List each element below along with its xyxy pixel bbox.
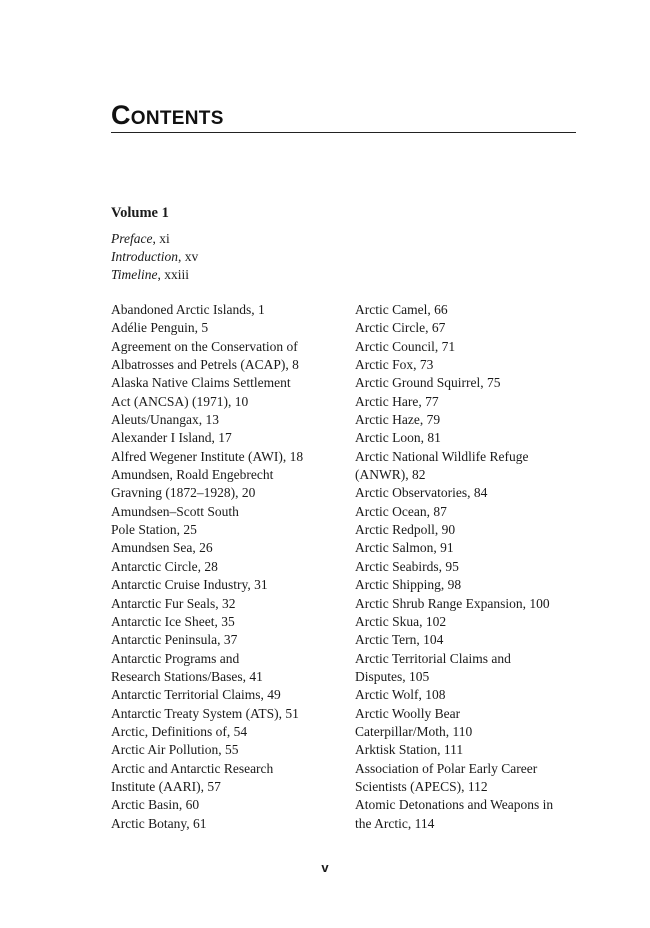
contents-column-left xyxy=(111,301,346,833)
entry-text: Arctic Redpoll, 90 xyxy=(355,522,456,538)
contents-entry xyxy=(111,411,346,429)
entry-text: Antarctic Peninsula, 37 xyxy=(111,632,238,648)
entry-text: Arktisk Station, 111 xyxy=(355,742,464,758)
entry-text: Antarctic Programs and xyxy=(111,650,240,666)
front-matter-item xyxy=(111,248,198,266)
entry-text: Arctic, Definitions of, 54 xyxy=(111,723,248,739)
entry-text: Alfred Wegener Institute (AWI), 18 xyxy=(111,448,304,464)
entry-text: Adélie Penguin, 5 xyxy=(111,320,209,336)
entry-text: Arctic and Antarctic Research xyxy=(111,760,274,776)
entry-text-continued: Pole Station, 25 xyxy=(111,522,197,538)
entry-text: Abandoned Arctic Islands, 1 xyxy=(111,302,265,317)
entry-text: Amundsen–Scott South xyxy=(111,503,239,519)
contents-entry xyxy=(111,338,346,375)
contents-entry xyxy=(355,576,580,594)
entry-text-continued: Research Stations/Bases, 41 xyxy=(111,668,263,684)
entry-text: Amundsen Sea, 26 xyxy=(111,540,213,556)
entry-text: Agreement on the Conservation of xyxy=(111,338,298,354)
title-rule xyxy=(111,132,576,133)
entry-text: Arctic Circle, 67 xyxy=(355,320,446,336)
front-matter-page: , xxiii xyxy=(157,267,190,283)
contents-entry xyxy=(111,815,346,833)
contents-entry xyxy=(355,521,580,539)
contents-entry xyxy=(355,319,580,337)
entry-text-continued: Albatrosses and Petrels (ACAP), 8 xyxy=(111,357,299,373)
front-matter-label: Preface xyxy=(111,231,153,246)
entry-text-continued: Institute (AARI), 57 xyxy=(111,778,221,794)
contents-entry xyxy=(355,686,580,704)
entry-text: Alexander I Island, 17 xyxy=(111,430,232,446)
entry-text-continued: Disputes, 105 xyxy=(355,668,430,684)
contents-entry xyxy=(111,374,346,411)
entry-text: Arctic Shrub Range Expansion, 100 xyxy=(355,595,550,611)
contents-entry xyxy=(111,595,346,613)
contents-entry xyxy=(355,539,580,557)
front-matter-page: , xv xyxy=(178,249,199,265)
contents-entry xyxy=(355,393,580,411)
contents-entry xyxy=(355,558,580,576)
front-matter-label: Timeline xyxy=(111,267,158,283)
entry-text: Antarctic Circle, 28 xyxy=(111,558,218,574)
entry-text-continued: Scientists (APECS), 112 xyxy=(355,778,488,794)
entry-text: Arctic Ocean, 87 xyxy=(355,503,447,519)
page-number: v xyxy=(321,860,329,875)
entry-text: Antarctic Cruise Industry, 31 xyxy=(111,577,268,593)
contents-entry xyxy=(111,558,346,576)
entry-text: Arctic National Wildlife Refuge xyxy=(355,448,529,464)
contents-entry xyxy=(111,319,346,337)
contents-entry xyxy=(111,705,346,723)
front-matter-item xyxy=(111,266,198,284)
contents-entry xyxy=(111,613,346,631)
contents-entry xyxy=(355,595,580,613)
entry-text-continued: Act (ANCSA) (1971), 10 xyxy=(111,393,249,409)
front-matter-item xyxy=(111,230,198,248)
contents-entry xyxy=(355,760,580,797)
contents-entry xyxy=(355,650,580,687)
entry-text: Antarctic Ice Sheet, 35 xyxy=(111,613,235,629)
entry-text: Antarctic Territorial Claims, 49 xyxy=(111,687,281,703)
entry-text: Arctic Fox, 73 xyxy=(355,357,434,373)
contents-entry xyxy=(111,723,346,741)
entry-text-continued: Gravning (1872–1928), 20 xyxy=(111,485,256,501)
entry-text: Alaska Native Claims Settlement xyxy=(111,375,291,391)
contents-entry xyxy=(111,503,346,540)
entry-text: Arctic Wolf, 108 xyxy=(355,687,446,703)
contents-entry xyxy=(111,448,346,466)
contents-entry xyxy=(355,374,580,392)
entry-text: Antarctic Treaty System (ATS), 51 xyxy=(111,705,299,721)
contents-entry xyxy=(111,796,346,814)
contents-entry xyxy=(355,705,580,742)
entry-text: Arctic Seabirds, 95 xyxy=(355,558,459,574)
contents-entry xyxy=(111,760,346,797)
entry-text: Atomic Detonations and Weapons in xyxy=(355,797,554,813)
contents-entry xyxy=(355,613,580,631)
contents-entry xyxy=(355,631,580,649)
entry-text: Arctic Ground Squirrel, 75 xyxy=(355,375,501,391)
entry-text: Antarctic Fur Seals, 32 xyxy=(111,595,236,611)
entry-text: Arctic Woolly Bear xyxy=(355,705,461,721)
entry-text: Arctic Hare, 77 xyxy=(355,393,439,409)
entry-text: Arctic Salmon, 91 xyxy=(355,540,454,556)
contents-entry xyxy=(111,576,346,594)
contents-entry xyxy=(111,539,346,557)
front-matter-page: , xi xyxy=(152,231,170,246)
page-title: Contents xyxy=(111,100,224,130)
contents-entry xyxy=(355,338,580,356)
contents-entry xyxy=(111,631,346,649)
contents-entry xyxy=(355,503,580,521)
contents-entry xyxy=(111,650,346,687)
entry-text: Arctic Tern, 104 xyxy=(355,632,444,648)
contents-entry xyxy=(355,301,580,319)
entry-text: Arctic Territorial Claims and xyxy=(355,650,511,666)
entry-text: Amundsen, Roald Engebrecht xyxy=(111,467,274,483)
entry-text-continued: (ANWR), 82 xyxy=(355,467,426,483)
contents-entry xyxy=(111,466,346,503)
contents-entry xyxy=(111,429,346,447)
entry-text: Arctic Observatories, 84 xyxy=(355,485,488,501)
contents-entry xyxy=(355,429,580,447)
contents-entry xyxy=(355,448,580,485)
contents-entry xyxy=(111,686,346,704)
entry-text-continued: Caterpillar/Moth, 110 xyxy=(355,723,473,739)
entry-text: Arctic Loon, 81 xyxy=(355,430,441,446)
contents-entry xyxy=(355,484,580,502)
contents-entry xyxy=(111,301,346,319)
entry-text: Arctic Air Pollution, 55 xyxy=(111,742,239,758)
entry-text: Arctic Shipping, 98 xyxy=(355,577,462,593)
contents-column-right xyxy=(355,301,580,833)
contents-entry xyxy=(355,356,580,374)
entry-text: Arctic Council, 71 xyxy=(355,338,456,354)
entry-text: Arctic Skua, 102 xyxy=(355,613,447,629)
entry-text: Association of Polar Early Career xyxy=(355,760,538,776)
contents-entry xyxy=(111,741,346,759)
entry-text: Aleuts/Unangax, 13 xyxy=(111,412,219,428)
entry-text: Arctic Basin, 60 xyxy=(111,797,200,813)
entry-text: Arctic Haze, 79 xyxy=(355,412,441,428)
contents-entry xyxy=(355,741,580,759)
contents-entry xyxy=(355,796,580,833)
entry-text: Arctic Botany, 61 xyxy=(111,815,207,831)
contents-entry xyxy=(355,411,580,429)
entry-text: Arctic Camel, 66 xyxy=(355,302,448,317)
entry-text-continued: the Arctic, 114 xyxy=(355,815,435,831)
front-matter-label: Introduction xyxy=(111,249,178,265)
front-matter-list xyxy=(111,230,198,285)
volume-heading: Volume 1 xyxy=(111,205,169,221)
